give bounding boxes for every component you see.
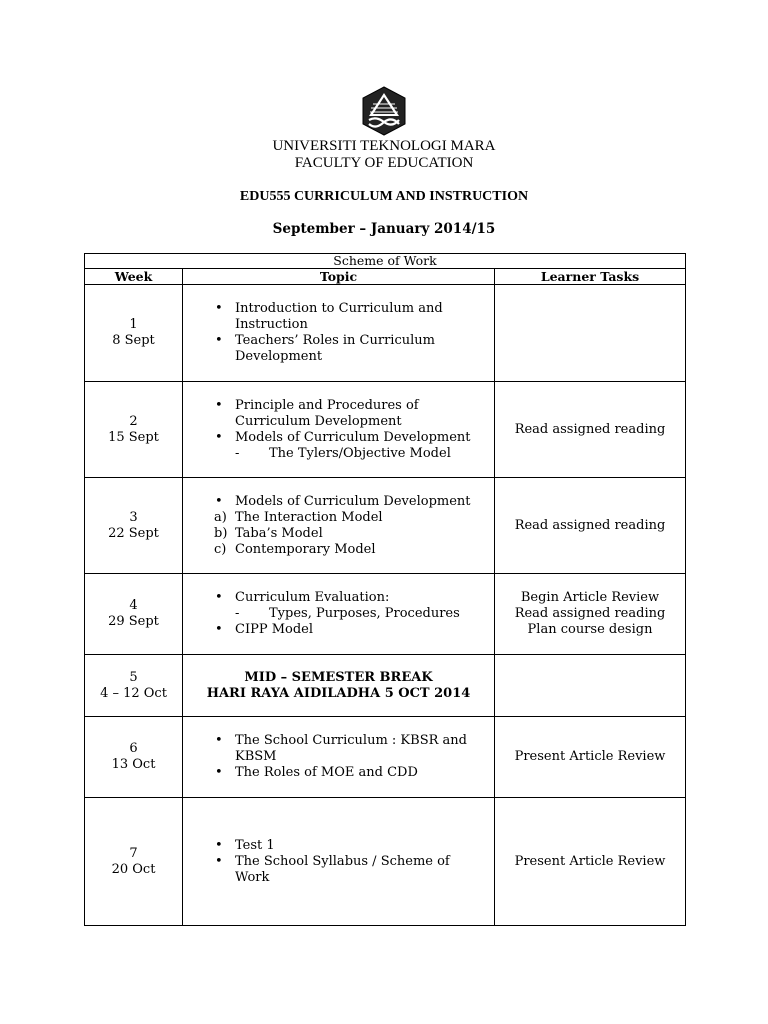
holiday-note: HARI RAYA AIDILADHA 5 OCT 2014 [206,685,471,701]
tasks-cell [495,798,686,926]
week-date: 22 Sept [108,525,159,541]
week-cell [85,382,183,478]
header-topic: Topic [183,269,495,285]
topic-item: • Models of Curriculum Development [183,494,494,510]
topic-cell [183,382,495,478]
tasks-cell [495,655,686,717]
week-cell [85,717,183,798]
task-text: Present Article Review [514,749,666,764]
task-text: Present Article Review [514,853,666,869]
table-caption: Scheme of Work [85,254,686,269]
topic-subitem: - The Tylers/Objective Model [183,446,494,462]
topic-item: • The Roles of MOE and CDD [183,765,494,781]
topic-cell [183,285,495,382]
table-row [85,382,686,478]
topic-item: • Teachers’ Roles in Curriculum Development [183,333,494,365]
table-row [85,655,686,717]
table-row [85,798,686,926]
week-cell [85,655,183,717]
week-cell [85,574,183,655]
table-row [85,285,686,382]
topic-item: • Models of Curriculum Development [183,430,494,446]
week-date: 20 Oct [111,861,156,877]
topic-item: • The School Syllabus / Scheme of Work [183,854,494,886]
term-dates: September – January 2014/15 [272,221,496,237]
topic-item: • Curriculum Evaluation: [183,590,494,606]
topic-cell [183,574,495,655]
task-text: Read assigned reading [514,421,666,437]
course-title: EDU555 CURRICULUM AND INSTRUCTION [239,189,529,204]
tasks-cell [495,285,686,382]
table-row [85,717,686,798]
tasks-cell [495,574,686,655]
header-learner-tasks: Learner Tasks [495,269,686,285]
week-number: 3 [129,509,138,525]
week-date: 4 – 12 Oct [100,685,167,701]
topic-cell [183,478,495,574]
topic-subitem: b) Taba’s Model [214,525,323,541]
task-text: Begin Article Review [520,590,660,605]
week-cell [85,285,183,382]
topic-item: • Test 1 [183,838,494,854]
header-week: Week [85,269,183,285]
table-caption-row [85,254,686,269]
week-date: 8 Sept [112,333,155,348]
topic-item: • Principle and Procedures of Curriculum Development [183,398,494,430]
topic-item: • The School Curriculum : KBSR and KBSM [183,733,494,765]
week-number: 5 [129,669,138,685]
table-row [85,478,686,574]
topic-cell [183,717,495,798]
topic-cell [183,798,495,926]
week-number: 4 [129,598,138,613]
table-header-row [85,269,686,285]
faculty-name: FACULTY OF EDUCATION [294,155,474,171]
task-text: Read assigned reading [514,606,666,621]
week-number: 7 [129,845,138,861]
task-text: Plan course design [527,622,653,637]
topic-subitem: - Types, Purposes, Procedures [183,606,494,622]
topic-subitem: a) The Interaction Model [214,509,383,525]
week-cell [85,478,183,574]
topic-item: • CIPP Model [183,622,494,638]
week-date: 15 Sept [108,429,159,445]
week-cell [85,798,183,926]
uitm-logo [361,86,407,136]
week-number: 2 [129,413,138,429]
semester-break-cell [183,655,495,717]
university-name: UNIVERSITI TEKNOLOGI MARA [272,138,496,154]
tasks-cell [495,382,686,478]
week-number: 1 [129,317,138,332]
week-date: 29 Sept [108,614,159,629]
table-row [85,574,686,655]
topic-subitem: c) Contemporary Model [214,541,376,557]
week-date: 13 Oct [111,757,156,772]
tasks-cell [495,717,686,798]
tasks-cell [495,478,686,574]
task-text: Read assigned reading [514,517,666,533]
topic-item: • Introduction to Curriculum and Instruction [183,301,494,333]
week-number: 6 [129,741,138,756]
break-title: MID – SEMESTER BREAK [244,669,433,685]
scheme-of-work-table [84,253,686,926]
